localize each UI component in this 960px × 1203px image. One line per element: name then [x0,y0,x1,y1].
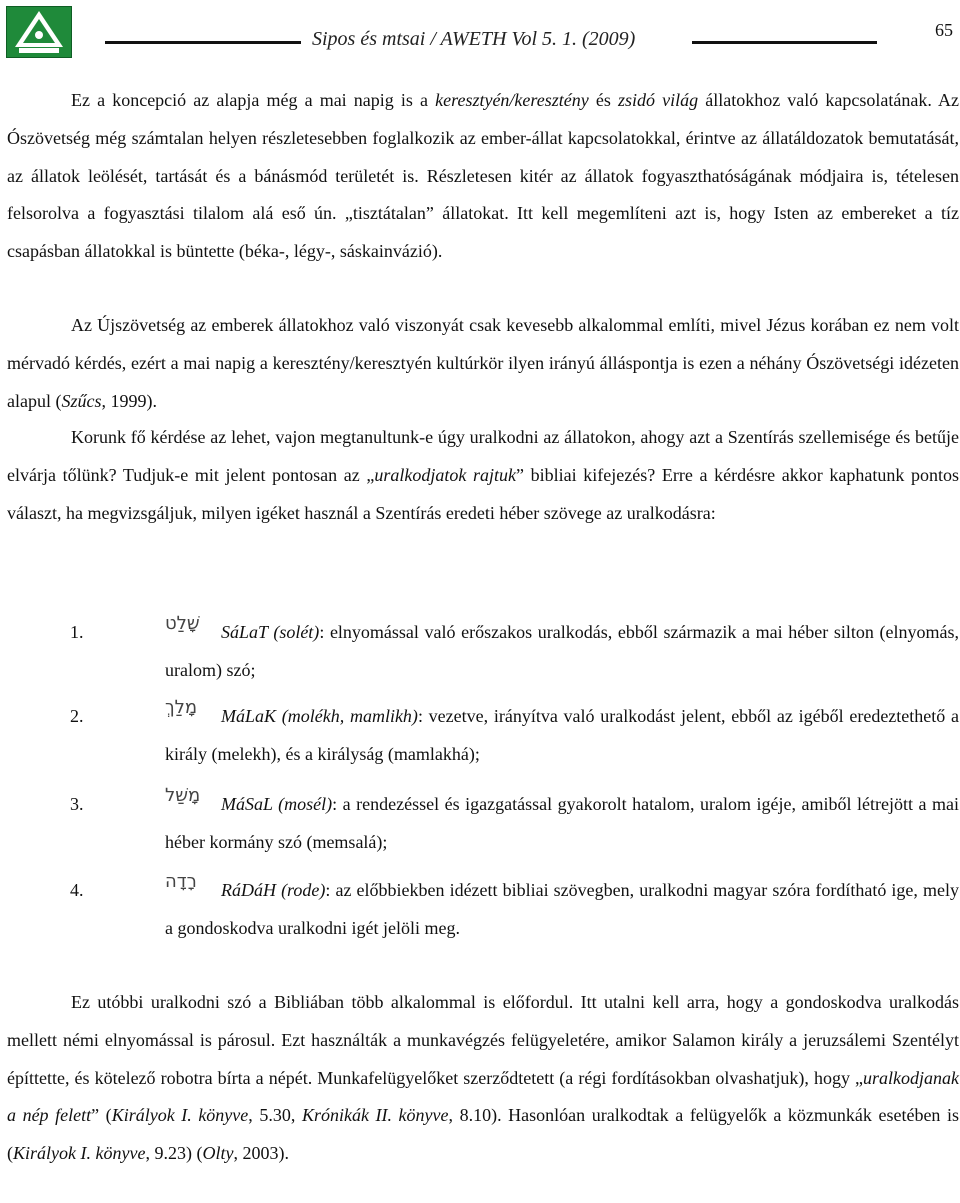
verb-term: MáSaL (mosél) [221,794,333,814]
page-header [0,28,960,58]
emphasis-text: keresztyén/keresztény [435,90,589,110]
list-number: 3. [70,794,84,814]
paragraph-text: , 8.10). Hasonlóan uralkodtak a felügyelők a közmunkák esetében is ( [7,1105,960,1164]
paragraph-text: Ez a koncepció az alapja még a mai napig is a [71,90,436,110]
paragraph-text: , 9.23) ( [145,1143,203,1164]
paragraph-text: Az Újszövetség az emberek állatokhoz való viszonyát csak kevesebb alkalommal említi, mivel Jézus korában ez nem volt mérvadó kérdés, ezért a mai napig a keresztény/keresztyén kultúrkör ilyen irányú álláspontja is ezen a néhány Ószövetségi idézeten alapul ( [7,315,959,411]
hebrew-word: מָלַךְ [165,697,198,718]
paragraph-text: , 2003). [233,1143,289,1164]
list-number: 4. [70,880,84,900]
paragraph-text: ” ( [91,1105,112,1126]
verb-term: MáLaK (molékh, mamlikh) [221,706,418,726]
paragraph-text: Ez utóbbi uralkodni szó a Bibliában több alkalommal is előfordul. Itt utalni kell arra, hogy a gondoskodva uralkodás mellett némi elnyomással is párosul. Ezt használták a munkavégzés felügyeletére, amikor Salamon király a jeruzsálemi Szentélyt építtette, és kötelező robotra bírta a népét. Munkafelügyelőket szerződtetett (a régi fordításokban olvashatjuk), hogy „ [7,992,959,1088]
verb-term: RáDáH (rode) [221,880,326,900]
list-number: 1. [70,622,84,642]
paragraph-1 [7,82,959,271]
quoted-phrase: uralkodjatok rajtuk [374,464,517,485]
paragraph-text: , 1999). [101,390,157,411]
paragraph-text: és [588,90,618,110]
paragraph-2 [7,307,959,420]
verb-term: SáLaT (solét) [221,622,320,642]
hebrew-word: שָׁלַט [165,613,200,634]
list-number: 2. [70,706,84,726]
journal-title: Sipos és mtsai / AWETH Vol 5. 1. (2009) [312,28,636,50]
emphasis-text: zsidó világ [617,90,699,110]
paragraph-text: állatokhoz való kapcsolatának. Az Ószövetség még számtalan helyen részletesebben foglalkozik az ember-állat kapcsolatokkal, érintve az állatáldozatok bemutatását, az állatok leölését, tartását és a bánásmód területét is. Részletesen kitér az állatok fogyaszthatóságának módjaira is, tételesen felsorolva a fogyasztási tilalom alá eső ún. „tisztátalan” állatokat. Itt kell megemlíteni azt is, hogy Isten az embereket a tíz csapásban állatokkal is büntette (béka-, légy-, sáskainvázió). [7,90,959,262]
book-reference: Királyok I. könyve [13,1143,146,1164]
quoted-phrase: uralkodjanak a nép felett [7,1067,959,1126]
hebrew-word: מָשַׁל [165,785,201,806]
verb-definition: : elnyomással való erőszakos uralkodás, ebből származik a mai héber silton (elnyomás, uralom) szó; [165,622,959,680]
paragraph-text: , 5.30, [248,1105,302,1126]
paragraph-3 [7,419,959,532]
header-rule-right [692,41,877,44]
verb-definition: : vezetve, irányítva való uralkodást jelent, ebből az igéből eredeztethető a király (melekh), és a királyság (mamlakhá); [165,706,959,764]
citation-author: Szűcs [61,390,102,411]
verb-definition: : a rendezéssel és igazgatással gyakorolt hatalom, uralom igéje, amiből létrejött a mai héber kormány szó (memsalá); [165,794,959,852]
book-reference: Királyok I. könyve [111,1105,249,1126]
verb-definition: : az előbbiekben idézett bibliai szövegben, uralkodni magyar szóra fordítható ige, mely a gondoskodva uralkodni igét jelöli meg. [165,880,959,938]
paragraph-text: ” bibliai kifejezés? Erre a kérdésre akkor kaphatunk pontos választ, ha megvizsgáljuk, milyen igéket használ a Szentírás eredeti héber szövege az uralkodásra: [7,464,959,523]
paragraph-text: Korunk fő kérdése az lehet, vajon megtanultunk-e úgy uralkodni az állatokon, ahogy azt a Szentírás szellemisége és betűje elvárja tőlünk? Tudjuk-e mit jelent pontosan az „ [7,427,959,485]
page-number: 65 [935,20,953,40]
book-reference: Krónikák II. könyve [301,1105,449,1126]
header-rule-left [105,41,301,44]
citation-author: Olty [202,1143,234,1164]
paragraph-4 [7,984,959,1173]
hebrew-word: רָדָה [165,871,197,892]
